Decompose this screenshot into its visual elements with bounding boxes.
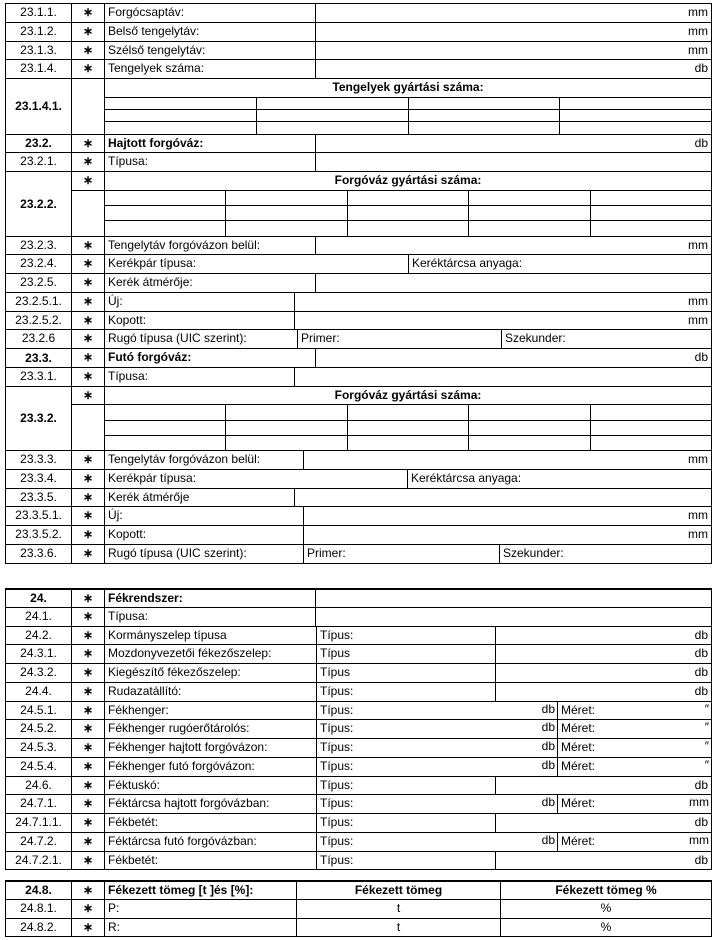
field-value: mm xyxy=(294,292,712,312)
required-marker: ∗ xyxy=(71,701,105,721)
required-marker: ∗ xyxy=(71,171,105,191)
serial-entry[interactable] xyxy=(225,220,347,236)
serial-entry[interactable] xyxy=(590,220,712,236)
row-number: 24.1. xyxy=(5,607,72,627)
type-label: Típus xyxy=(316,663,496,683)
row-number: 23.3.1. xyxy=(5,367,72,387)
field-label: Rudazatállító: xyxy=(104,682,317,702)
serial-entry[interactable] xyxy=(347,205,469,221)
size-label: Méret: xyxy=(557,719,712,739)
required-marker: ∗ xyxy=(71,880,105,900)
row-number: 23.3.5.1. xyxy=(5,506,72,526)
row-number: 24.5.2. xyxy=(5,719,72,739)
field-label: Típusa: xyxy=(104,152,316,172)
serial-entry[interactable] xyxy=(347,220,469,236)
serial-entry[interactable] xyxy=(225,190,347,206)
serial-entry[interactable] xyxy=(104,109,257,122)
field-label: Kormányszelep típusa xyxy=(104,626,317,646)
serial-entry[interactable] xyxy=(225,205,347,221)
field-label: Forgócsaptáv: xyxy=(104,3,316,23)
required-marker: ∗ xyxy=(71,918,105,938)
required-marker: ∗ xyxy=(71,525,105,545)
row-number: 24.7.1. xyxy=(5,794,72,814)
type-label: Típus xyxy=(316,644,496,664)
field-label: R: xyxy=(104,918,297,938)
spring-primary: Primer: xyxy=(297,329,502,349)
row-number: 24.5.1. xyxy=(5,701,72,721)
required-marker: ∗ xyxy=(71,386,105,406)
field-label: Féktuskó: xyxy=(104,776,317,796)
field-label-secondary: Keréktárcsa anyaga: xyxy=(407,469,712,489)
serial-entry[interactable] xyxy=(590,420,712,436)
field-label: Féktárcsa futó forgóvázban: xyxy=(104,832,317,852)
row-number: 24.7.2. xyxy=(5,832,72,852)
size-label: Méret: xyxy=(557,794,712,814)
row-number: 23.2.6 xyxy=(5,329,72,349)
serial-entry[interactable] xyxy=(559,97,712,110)
field-label: Kerékpár típusa: xyxy=(104,469,408,489)
field-label: Kopott: xyxy=(104,311,295,331)
field-label: Hajtott forgóváz: xyxy=(104,134,316,154)
row-number: 24.5.4. xyxy=(5,757,72,777)
serial-entry[interactable] xyxy=(104,121,257,134)
required-marker: ∗ xyxy=(71,450,105,470)
serial-entry[interactable] xyxy=(104,220,226,236)
required-marker: ∗ xyxy=(71,644,105,664)
field-label: Típusa: xyxy=(104,367,295,387)
mass-column-a: t xyxy=(296,899,501,919)
count-value: db xyxy=(541,739,555,753)
row-number: 23.1.4. xyxy=(5,59,72,79)
field-label: Fékhenger futó forgóvázon: xyxy=(104,757,317,777)
row-number: 23.3. xyxy=(5,348,72,368)
serial-entry[interactable] xyxy=(256,109,409,122)
field-label-secondary: Keréktárcsa anyaga: xyxy=(408,254,712,274)
type-label: Típus: xyxy=(316,832,558,852)
serial-entry[interactable] xyxy=(225,404,347,420)
size-label: Méret: xyxy=(557,738,712,758)
count-value: db xyxy=(495,776,712,796)
field-value xyxy=(315,152,712,172)
serial-entry[interactable] xyxy=(559,121,712,134)
field-label: Fékrendszer: xyxy=(104,588,316,608)
field-label: Mozdonyvezetői fékezőszelep: xyxy=(104,644,317,664)
field-label: Tengelytáv forgóvázon belül: xyxy=(104,236,316,256)
row-number: 23.1.3. xyxy=(5,41,72,61)
row-number: 24.3.1. xyxy=(5,644,72,664)
row-number: 23.2.5.1. xyxy=(5,292,72,312)
field-value: mm xyxy=(303,450,712,470)
row-number: 24.7.1.1. xyxy=(5,813,72,833)
field-value xyxy=(294,367,712,387)
row-number: 23.2.5. xyxy=(5,273,72,293)
required-marker: ∗ xyxy=(71,757,105,777)
serial-entry[interactable] xyxy=(225,420,347,436)
row-number: 24.8.1. xyxy=(5,899,72,919)
spring-primary: Primer: xyxy=(303,544,500,564)
required-marker: ∗ xyxy=(71,22,105,42)
mass-column-a: t xyxy=(296,918,501,938)
serial-entry[interactable] xyxy=(468,205,590,221)
field-label: Futó forgóváz: xyxy=(104,348,316,368)
size-unit: ″ xyxy=(704,739,709,753)
field-value xyxy=(315,273,712,293)
serial-title: Tengelyek gyártási száma: xyxy=(104,78,712,98)
field-label: P: xyxy=(104,899,297,919)
row-number: 24.8. xyxy=(5,880,72,900)
required-marker: ∗ xyxy=(71,59,105,79)
field-label: Tengelytáv forgóvázon belül: xyxy=(104,450,304,470)
field-value: mm xyxy=(294,311,712,331)
serial-entry[interactable] xyxy=(347,420,469,436)
required-marker: ∗ xyxy=(71,588,105,608)
serial-entry[interactable] xyxy=(559,109,712,122)
required-marker: ∗ xyxy=(71,626,105,646)
field-label: Fékbetét: xyxy=(104,813,317,833)
type-label: Típus: xyxy=(316,626,496,646)
field-value: mm xyxy=(315,22,712,42)
field-value: db xyxy=(315,134,712,154)
required-marker: ∗ xyxy=(71,899,105,919)
row-number: 23.2.1. xyxy=(5,152,72,172)
field-label: Belső tengelytáv: xyxy=(104,22,316,42)
field-value: mm xyxy=(315,3,712,23)
serial-entry[interactable] xyxy=(590,190,712,206)
required-marker: ∗ xyxy=(71,152,105,172)
count-value: db xyxy=(541,795,555,810)
required-marker: ∗ xyxy=(71,544,105,564)
field-value xyxy=(315,607,712,627)
field-label: Kerék átmérője xyxy=(104,488,295,508)
field-value: mm xyxy=(315,236,712,256)
field-label: Szélső tengelytáv: xyxy=(104,41,316,61)
serial-entry[interactable] xyxy=(347,404,469,420)
field-value: mm xyxy=(303,506,712,526)
serial-title: Forgóváz gyártási száma: xyxy=(104,171,712,191)
required-marker: ∗ xyxy=(71,794,105,814)
required-marker: ∗ xyxy=(71,851,105,871)
size-label: Méret: xyxy=(557,832,712,852)
serial-entry[interactable] xyxy=(408,121,561,134)
serial-entry[interactable] xyxy=(104,420,226,436)
star-filler xyxy=(71,404,105,451)
row-number: 24.6. xyxy=(5,776,72,796)
row-number: 23.2.5.2. xyxy=(5,311,72,331)
type-label: Típus: xyxy=(316,776,496,796)
required-marker: ∗ xyxy=(71,236,105,256)
serial-entry[interactable] xyxy=(408,109,561,122)
serial-entry[interactable] xyxy=(225,435,347,451)
row-number: 23.3.2. xyxy=(5,386,72,452)
serial-entry[interactable] xyxy=(347,435,469,451)
star-filler xyxy=(71,78,105,135)
required-marker: ∗ xyxy=(71,292,105,312)
size-unit: ″ xyxy=(704,701,709,716)
required-marker: ∗ xyxy=(71,506,105,526)
row-number: 23.1.4.1. xyxy=(5,78,72,135)
required-marker: ∗ xyxy=(71,469,105,489)
size-label: Méret: xyxy=(557,757,712,777)
serial-entry[interactable] xyxy=(468,404,590,420)
field-label: Új: xyxy=(104,292,295,312)
required-marker: ∗ xyxy=(71,3,105,23)
type-label: Típus: xyxy=(316,757,558,777)
field-value: db xyxy=(315,59,712,79)
serial-entry[interactable] xyxy=(590,205,712,221)
count-value: db xyxy=(541,720,555,735)
required-marker: ∗ xyxy=(71,273,105,293)
serial-entry[interactable] xyxy=(104,205,226,221)
required-marker: ∗ xyxy=(71,719,105,739)
field-label: Fékezett tömeg [t ]és [%]: xyxy=(104,880,297,900)
size-label: Méret: xyxy=(557,701,712,721)
field-label: Kerék átmérője: xyxy=(104,273,316,293)
size-unit: mm xyxy=(689,832,709,847)
row-number: 23.3.6. xyxy=(5,544,72,564)
row-number: 24.7.2.1. xyxy=(5,851,72,871)
field-value: mm xyxy=(303,525,712,545)
required-marker: ∗ xyxy=(71,41,105,61)
serial-entry[interactable] xyxy=(468,190,590,206)
field-label: Új: xyxy=(104,506,304,526)
serial-entry[interactable] xyxy=(256,121,409,134)
serial-entry[interactable] xyxy=(104,404,226,420)
row-number: 24.3.2. xyxy=(5,663,72,683)
row-number: 23.3.5. xyxy=(5,488,72,508)
count-value: db xyxy=(541,701,555,716)
spring-label: Rugó típusa (UIC szerint): xyxy=(104,544,304,564)
field-value xyxy=(294,488,712,508)
field-value: db xyxy=(315,348,712,368)
required-marker: ∗ xyxy=(71,329,105,349)
required-marker: ∗ xyxy=(71,813,105,833)
size-unit: ″ xyxy=(704,720,709,735)
field-value: mm xyxy=(315,41,712,61)
field-label: Kiegészítő fékezőszelep: xyxy=(104,663,317,683)
required-marker: ∗ xyxy=(71,254,105,274)
required-marker: ∗ xyxy=(71,348,105,368)
required-marker: ∗ xyxy=(71,607,105,627)
row-number: 23.1.1. xyxy=(5,3,72,23)
required-marker: ∗ xyxy=(71,738,105,758)
count-value: db xyxy=(495,682,712,702)
size-unit: ″ xyxy=(704,757,709,772)
type-label: Típus: xyxy=(316,813,496,833)
required-marker: ∗ xyxy=(71,134,105,154)
count-value: db xyxy=(495,663,712,683)
required-marker: ∗ xyxy=(71,832,105,852)
row-number: 24.2. xyxy=(5,626,72,646)
serial-entry[interactable] xyxy=(104,190,226,206)
serial-entry[interactable] xyxy=(104,97,257,110)
serial-entry[interactable] xyxy=(468,435,590,451)
field-label: Kerékpár típusa: xyxy=(104,254,409,274)
required-marker: ∗ xyxy=(71,311,105,331)
spring-label: Rugó típusa (UIC szerint): xyxy=(104,329,298,349)
required-marker: ∗ xyxy=(71,367,105,387)
field-label: Fékhenger: xyxy=(104,701,317,721)
row-number: 23.3.5.2. xyxy=(5,525,72,545)
row-number: 23.2.3. xyxy=(5,236,72,256)
count-value: db xyxy=(495,644,712,664)
type-label: Típus: xyxy=(316,701,558,721)
field-label: Fékhenger rugóerőtárolós: xyxy=(104,719,317,739)
serial-entry[interactable] xyxy=(256,97,409,110)
serial-entry[interactable] xyxy=(347,190,469,206)
field-label: Típusa: xyxy=(104,607,316,627)
field-label: Féktárcsa hajtott forgóvázban: xyxy=(104,794,317,814)
serial-entry[interactable] xyxy=(468,220,590,236)
serial-entry[interactable] xyxy=(104,435,226,451)
spring-secondary: Szekunder: xyxy=(501,329,712,349)
row-number: 23.3.3. xyxy=(5,450,72,470)
serial-entry[interactable] xyxy=(590,435,712,451)
field-label: Fékhenger hajtott forgóvázon: xyxy=(104,738,317,758)
required-marker: ∗ xyxy=(71,488,105,508)
count-value: db xyxy=(541,757,555,772)
mass-column-a: Fékezett tömeg xyxy=(296,880,501,900)
serial-entry[interactable] xyxy=(408,97,561,110)
field-label: Tengelyek száma: xyxy=(104,59,316,79)
row-number: 23.2.2. xyxy=(5,171,72,237)
star-filler xyxy=(71,190,105,237)
field-label: Kopott: xyxy=(104,525,304,545)
count-value: db xyxy=(495,851,712,871)
required-marker: ∗ xyxy=(71,776,105,796)
count-value: db xyxy=(495,813,712,833)
type-label: Típus: xyxy=(316,794,558,814)
required-marker: ∗ xyxy=(71,663,105,683)
count-value: db xyxy=(495,626,712,646)
mass-column-b: % xyxy=(500,918,712,938)
row-number: 24.8.2. xyxy=(5,918,72,938)
required-marker: ∗ xyxy=(71,682,105,702)
type-label: Típus: xyxy=(316,719,558,739)
serial-entry[interactable] xyxy=(468,420,590,436)
mass-column-b: Fékezett tömeg % xyxy=(500,880,712,900)
type-label: Típus: xyxy=(316,851,496,871)
field-value xyxy=(315,588,712,608)
row-number: 23.2. xyxy=(5,134,72,154)
size-unit: mm xyxy=(689,795,709,810)
row-number: 23.1.2. xyxy=(5,22,72,42)
serial-entry[interactable] xyxy=(590,404,712,420)
spring-secondary: Szekunder: xyxy=(499,544,712,564)
row-number: 23.2.4. xyxy=(5,254,72,274)
count-value: db xyxy=(541,832,555,847)
type-label: Típus: xyxy=(316,738,558,758)
type-label: Típus: xyxy=(316,682,496,702)
row-number: 24.4. xyxy=(5,682,72,702)
row-number: 24. xyxy=(5,588,72,608)
row-number: 23.3.4. xyxy=(5,469,72,489)
mass-column-b: % xyxy=(500,899,712,919)
serial-title: Forgóváz gyártási száma: xyxy=(104,386,712,406)
row-number: 24.5.3. xyxy=(5,738,72,758)
field-label: Fékbetét: xyxy=(104,851,317,871)
